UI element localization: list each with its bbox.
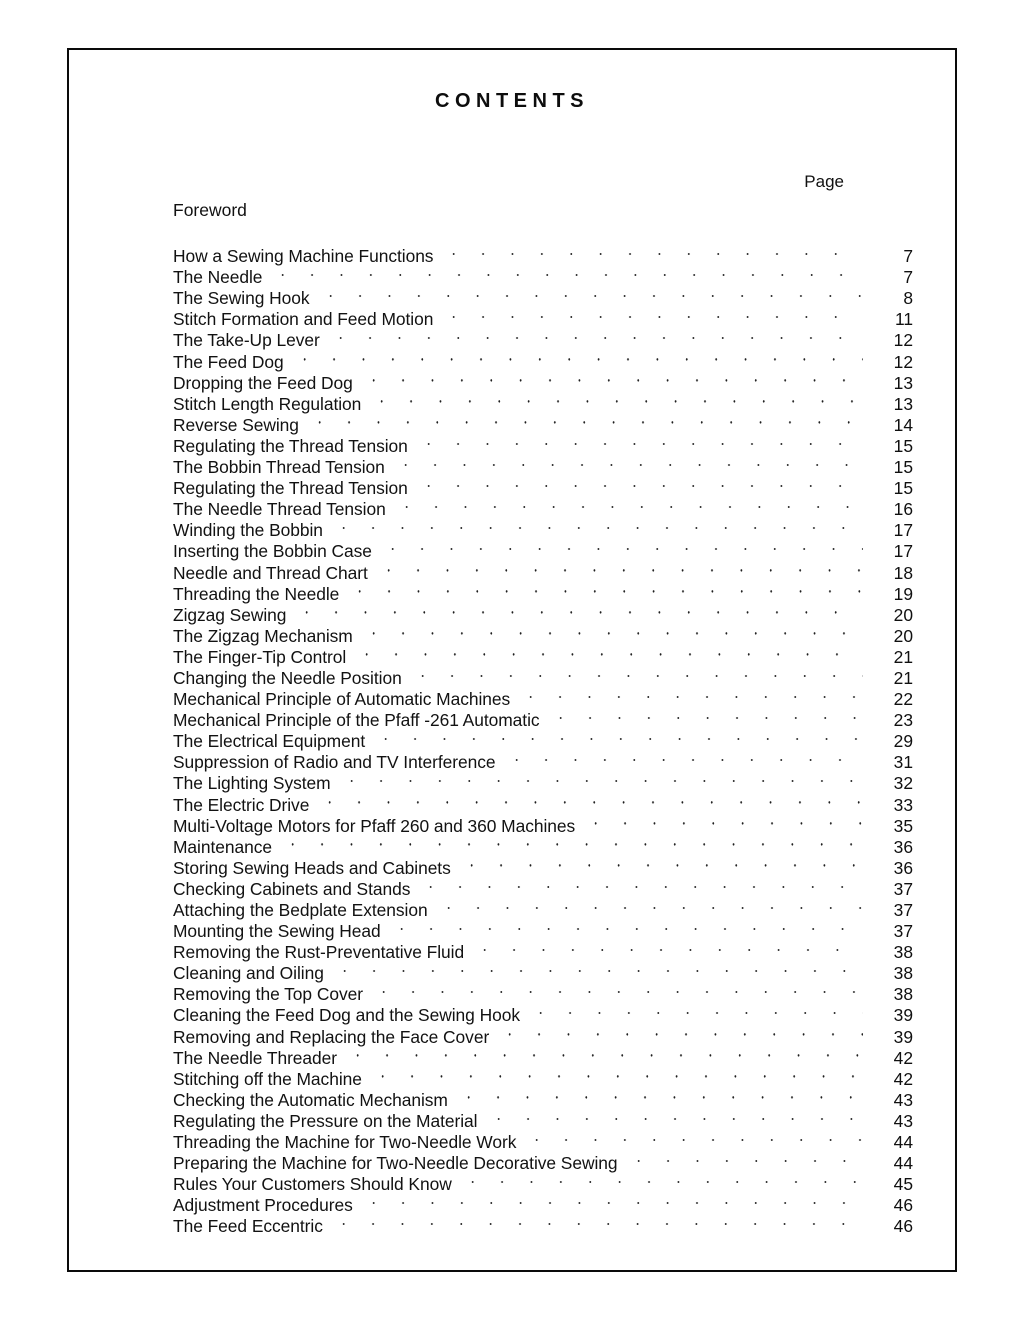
toc-dot-leader: [367, 389, 863, 410]
toc-entry-page-number: 20: [893, 604, 913, 625]
toc-entry-title: Regulating the Pressure on the Material: [173, 1110, 478, 1131]
toc-entry-page-number: 29: [893, 731, 913, 752]
toc-entry-title: The Needle: [173, 267, 263, 288]
toc-entry-page-number: 43: [893, 1089, 913, 1110]
toc-entry-title: Needle and Thread Chart: [173, 562, 368, 583]
toc-entry-title: Checking the Automatic Mechanism: [173, 1089, 448, 1110]
toc-entry-page-number: 20: [893, 625, 913, 646]
toc-entry-title: Changing the Needle Position: [173, 667, 402, 688]
toc-entry-title: The Needle Threader: [173, 1047, 338, 1068]
toc-dot-leader: [305, 410, 863, 431]
toc-entry-page-number: 8: [903, 288, 913, 309]
toc-entry-title: Multi-Voltage Motors for Pfaff 260 and 360 Machines: [173, 815, 576, 836]
toc-entry-page-number: 12: [893, 351, 913, 372]
toc-entry-title: Removing the Rust-Preventative Fluid: [173, 942, 465, 963]
toc-entry-title: The Feed Eccentric: [173, 1216, 323, 1237]
toc-entry-title: Reverse Sewing: [173, 414, 299, 435]
toc-dot-leader: [522, 1127, 863, 1148]
toc-entry-page-number: 17: [893, 541, 913, 562]
toc-entry-title: Storing Sewing Heads and Cabinets: [173, 857, 451, 878]
toc-dot-leader: [516, 684, 863, 705]
toc-dot-leader: [292, 600, 863, 621]
toc-entry-title: Winding the Bobbin: [173, 520, 323, 541]
toc-entry-page-number: 32: [893, 773, 913, 794]
toc-entry-title: Checking Cabinets and Stands: [173, 878, 411, 899]
toc-dot-leader: [359, 368, 863, 389]
toc-entry-page-number: 44: [893, 1132, 913, 1153]
toc-entry-title: Cleaning the Feed Dog and the Sewing Hook: [173, 1005, 520, 1026]
toc-dot-leader: [495, 1021, 863, 1042]
toc-entry-title: Attaching the Bedplate Extension: [173, 900, 428, 920]
toc-dot-leader: [392, 494, 863, 515]
toc-entry-page-number: 33: [893, 794, 913, 815]
toc-entry-title: Threading the Machine for Two-Needle Work: [173, 1132, 517, 1153]
page-column-header: Page: [804, 172, 844, 191]
toc-dot-leader: [359, 1190, 863, 1211]
toc-entry-page-number: 38: [893, 984, 913, 1005]
toc-entry-page-number: 13: [893, 393, 913, 414]
toc-dot-leader: [502, 747, 863, 768]
page-title: CONTENTS: [435, 90, 589, 112]
toc-entry-page-number: 38: [893, 942, 913, 963]
toc-dot-leader: [434, 895, 863, 916]
toc-dot-leader: [316, 283, 863, 304]
toc-entry-page-number: 17: [893, 520, 913, 541]
toc-entry-title: Mechanical Principle of Automatic Machines: [173, 689, 511, 710]
toc-entry-title: The Finger-Tip Control: [173, 646, 347, 667]
toc-dot-leader: [470, 937, 863, 958]
toc-dot-leader: [414, 431, 863, 452]
toc-entry-page-number: 7: [903, 246, 913, 267]
toc-entry-title: Cleaning and Oiling: [173, 963, 324, 984]
toc-dot-leader: [439, 241, 863, 262]
toc-entry-page-number: 37: [893, 921, 913, 942]
toc-entry-title: The Electrical Equipment: [173, 731, 366, 752]
toc-entry: [173, 262, 913, 288]
toc-dot-leader: [329, 515, 863, 536]
toc-dot-leader: [345, 579, 863, 600]
toc-entry-page-number: 23: [893, 710, 913, 731]
toc-dot-leader: [326, 325, 863, 346]
toc-dot-leader: [315, 789, 863, 810]
toc-entry-page-number: 35: [893, 815, 913, 836]
toc-entry-title: The Take-Up Lever: [173, 330, 320, 351]
toc-entry-page-number: 15: [893, 435, 913, 456]
toc-entry-title: Regulating the Thread Tension: [173, 478, 408, 499]
toc-entry-title: Preparing the Machine for Two-Needle Decorative Sewing: [173, 1153, 618, 1174]
toc-entry-page-number: 31: [893, 752, 913, 773]
toc-entry-title: Suppression of Radio and TV Interference: [173, 752, 496, 773]
toc-dot-leader: [526, 1000, 863, 1021]
toc-entry-title: Removing the Top Cover: [173, 984, 363, 1005]
toc-dot-leader: [343, 1043, 863, 1064]
toc-dot-leader: [369, 979, 863, 1000]
toc-entry-title: Stitching off the Machine: [173, 1068, 362, 1089]
toc-entry-page-number: 45: [893, 1174, 913, 1195]
toc-dot-leader: [290, 346, 863, 367]
toc-dot-leader: [268, 262, 863, 283]
toc-entry-page-number: 42: [893, 1047, 913, 1068]
toc-entry-page-number: 7: [903, 267, 913, 288]
toc-entry-page-number: 37: [893, 900, 913, 920]
toc-entry-title: Maintenance: [173, 836, 273, 857]
toc-dot-leader: [416, 874, 863, 895]
toc-entry-page-number: 46: [893, 1195, 913, 1216]
toc-entry-page-number: 43: [893, 1110, 913, 1131]
toc-entry-page-number: 19: [893, 583, 913, 604]
toc-entry-title: Mounting the Sewing Head: [173, 921, 381, 942]
toc-entry-page-number: 21: [893, 646, 913, 667]
toc-entry: [173, 832, 913, 857]
toc-entry-title: How a Sewing Machine Functions: [173, 246, 434, 267]
toc-entry-title: The Sewing Hook: [173, 288, 310, 309]
toc-dot-leader: [624, 1148, 863, 1169]
toc-entry-page-number: 39: [893, 1026, 913, 1047]
toc-entry-title: The Electric Drive: [173, 794, 310, 815]
toc-entry-title: The Bobbin Thread Tension: [173, 457, 385, 478]
toc-entry-title: The Feed Dog: [173, 351, 284, 372]
toc-dot-leader: [391, 452, 863, 473]
toc-dot-leader: [337, 768, 863, 789]
toc-entry-title: Zigzag Sewing: [173, 604, 287, 625]
toc-dot-leader: [329, 1211, 863, 1232]
toc-dot-leader: [278, 832, 863, 853]
toc-dot-leader: [374, 557, 863, 578]
toc-dot-leader: [408, 663, 863, 684]
toc-dot-leader: [330, 958, 863, 979]
toc-dot-leader: [368, 1064, 863, 1085]
toc-dot-leader: [454, 1085, 863, 1106]
toc-entry-page-number: 11: [894, 309, 913, 330]
toc-dot-leader: [458, 1169, 863, 1190]
toc-entry-page-number: 13: [893, 372, 913, 393]
toc-entry-foreword: [173, 200, 247, 221]
toc-dot-leader: [546, 705, 863, 726]
toc-dot-leader: [371, 726, 863, 747]
toc-entry-title: Stitch Formation and Feed Motion: [173, 309, 434, 330]
toc-entry-title: The Lighting System: [173, 773, 331, 794]
toc-entry-title: Removing and Replacing the Face Cover: [173, 1026, 490, 1047]
toc-entry-title: Regulating the Thread Tension: [173, 435, 408, 456]
toc-entry-page-number: 21: [893, 667, 913, 688]
page-frame: [67, 48, 957, 1272]
toc-entry-page-number: 16: [893, 499, 913, 520]
toc-entry-page-number: 14: [893, 414, 913, 435]
toc-entry-title: Inserting the Bobbin Case: [173, 541, 372, 562]
toc-entry-page-number: 15: [893, 478, 913, 499]
toc-entry-page-number: 22: [893, 689, 913, 710]
toc-entry-page-number: 18: [893, 562, 913, 583]
toc-entry-title: Rules Your Customers Should Know: [173, 1174, 452, 1195]
table-of-contents-list: [173, 241, 913, 1237]
toc-dot-leader: [352, 642, 863, 663]
toc-dot-leader: [439, 304, 863, 325]
toc-entry-title: The Zigzag Mechanism: [173, 625, 353, 646]
toc-dot-leader: [484, 1106, 864, 1127]
toc-entry: [173, 241, 913, 267]
toc-entry: [173, 283, 913, 309]
toc-entry-page-number: 36: [893, 836, 913, 857]
toc-dot-leader: [581, 811, 863, 832]
toc-entry-title: Foreword: [173, 200, 247, 220]
toc-entry-page-number: 12: [893, 330, 913, 351]
toc-entry-title: Dropping the Feed Dog: [173, 372, 353, 393]
toc-entry-page-number: 38: [893, 963, 913, 984]
toc-entry-title: Threading the Needle: [173, 583, 340, 604]
toc-entry: [173, 853, 913, 878]
toc-dot-leader: [414, 473, 863, 494]
toc-dot-leader: [457, 853, 863, 874]
toc-dot-leader: [387, 916, 863, 937]
toc-entry-page-number: 15: [893, 457, 913, 478]
toc-dot-leader: [359, 621, 863, 642]
toc-entry-page-number: 37: [893, 878, 913, 899]
toc-entry-page-number: 36: [893, 857, 913, 878]
toc-entry-page-number: 46: [893, 1216, 913, 1237]
toc-entry-title: Stitch Length Regulation: [173, 393, 362, 414]
toc-entry-title: Adjustment Procedures: [173, 1195, 353, 1216]
toc-entry-page-number: 39: [893, 1005, 913, 1026]
toc-entry-page-number: 44: [893, 1153, 913, 1174]
toc-dot-leader: [378, 536, 863, 557]
toc-entry-title: Mechanical Principle of the Pfaff -261 Automatic: [173, 710, 540, 731]
toc-entry-title: The Needle Thread Tension: [173, 499, 386, 520]
toc-entry-page-number: 42: [893, 1068, 913, 1089]
